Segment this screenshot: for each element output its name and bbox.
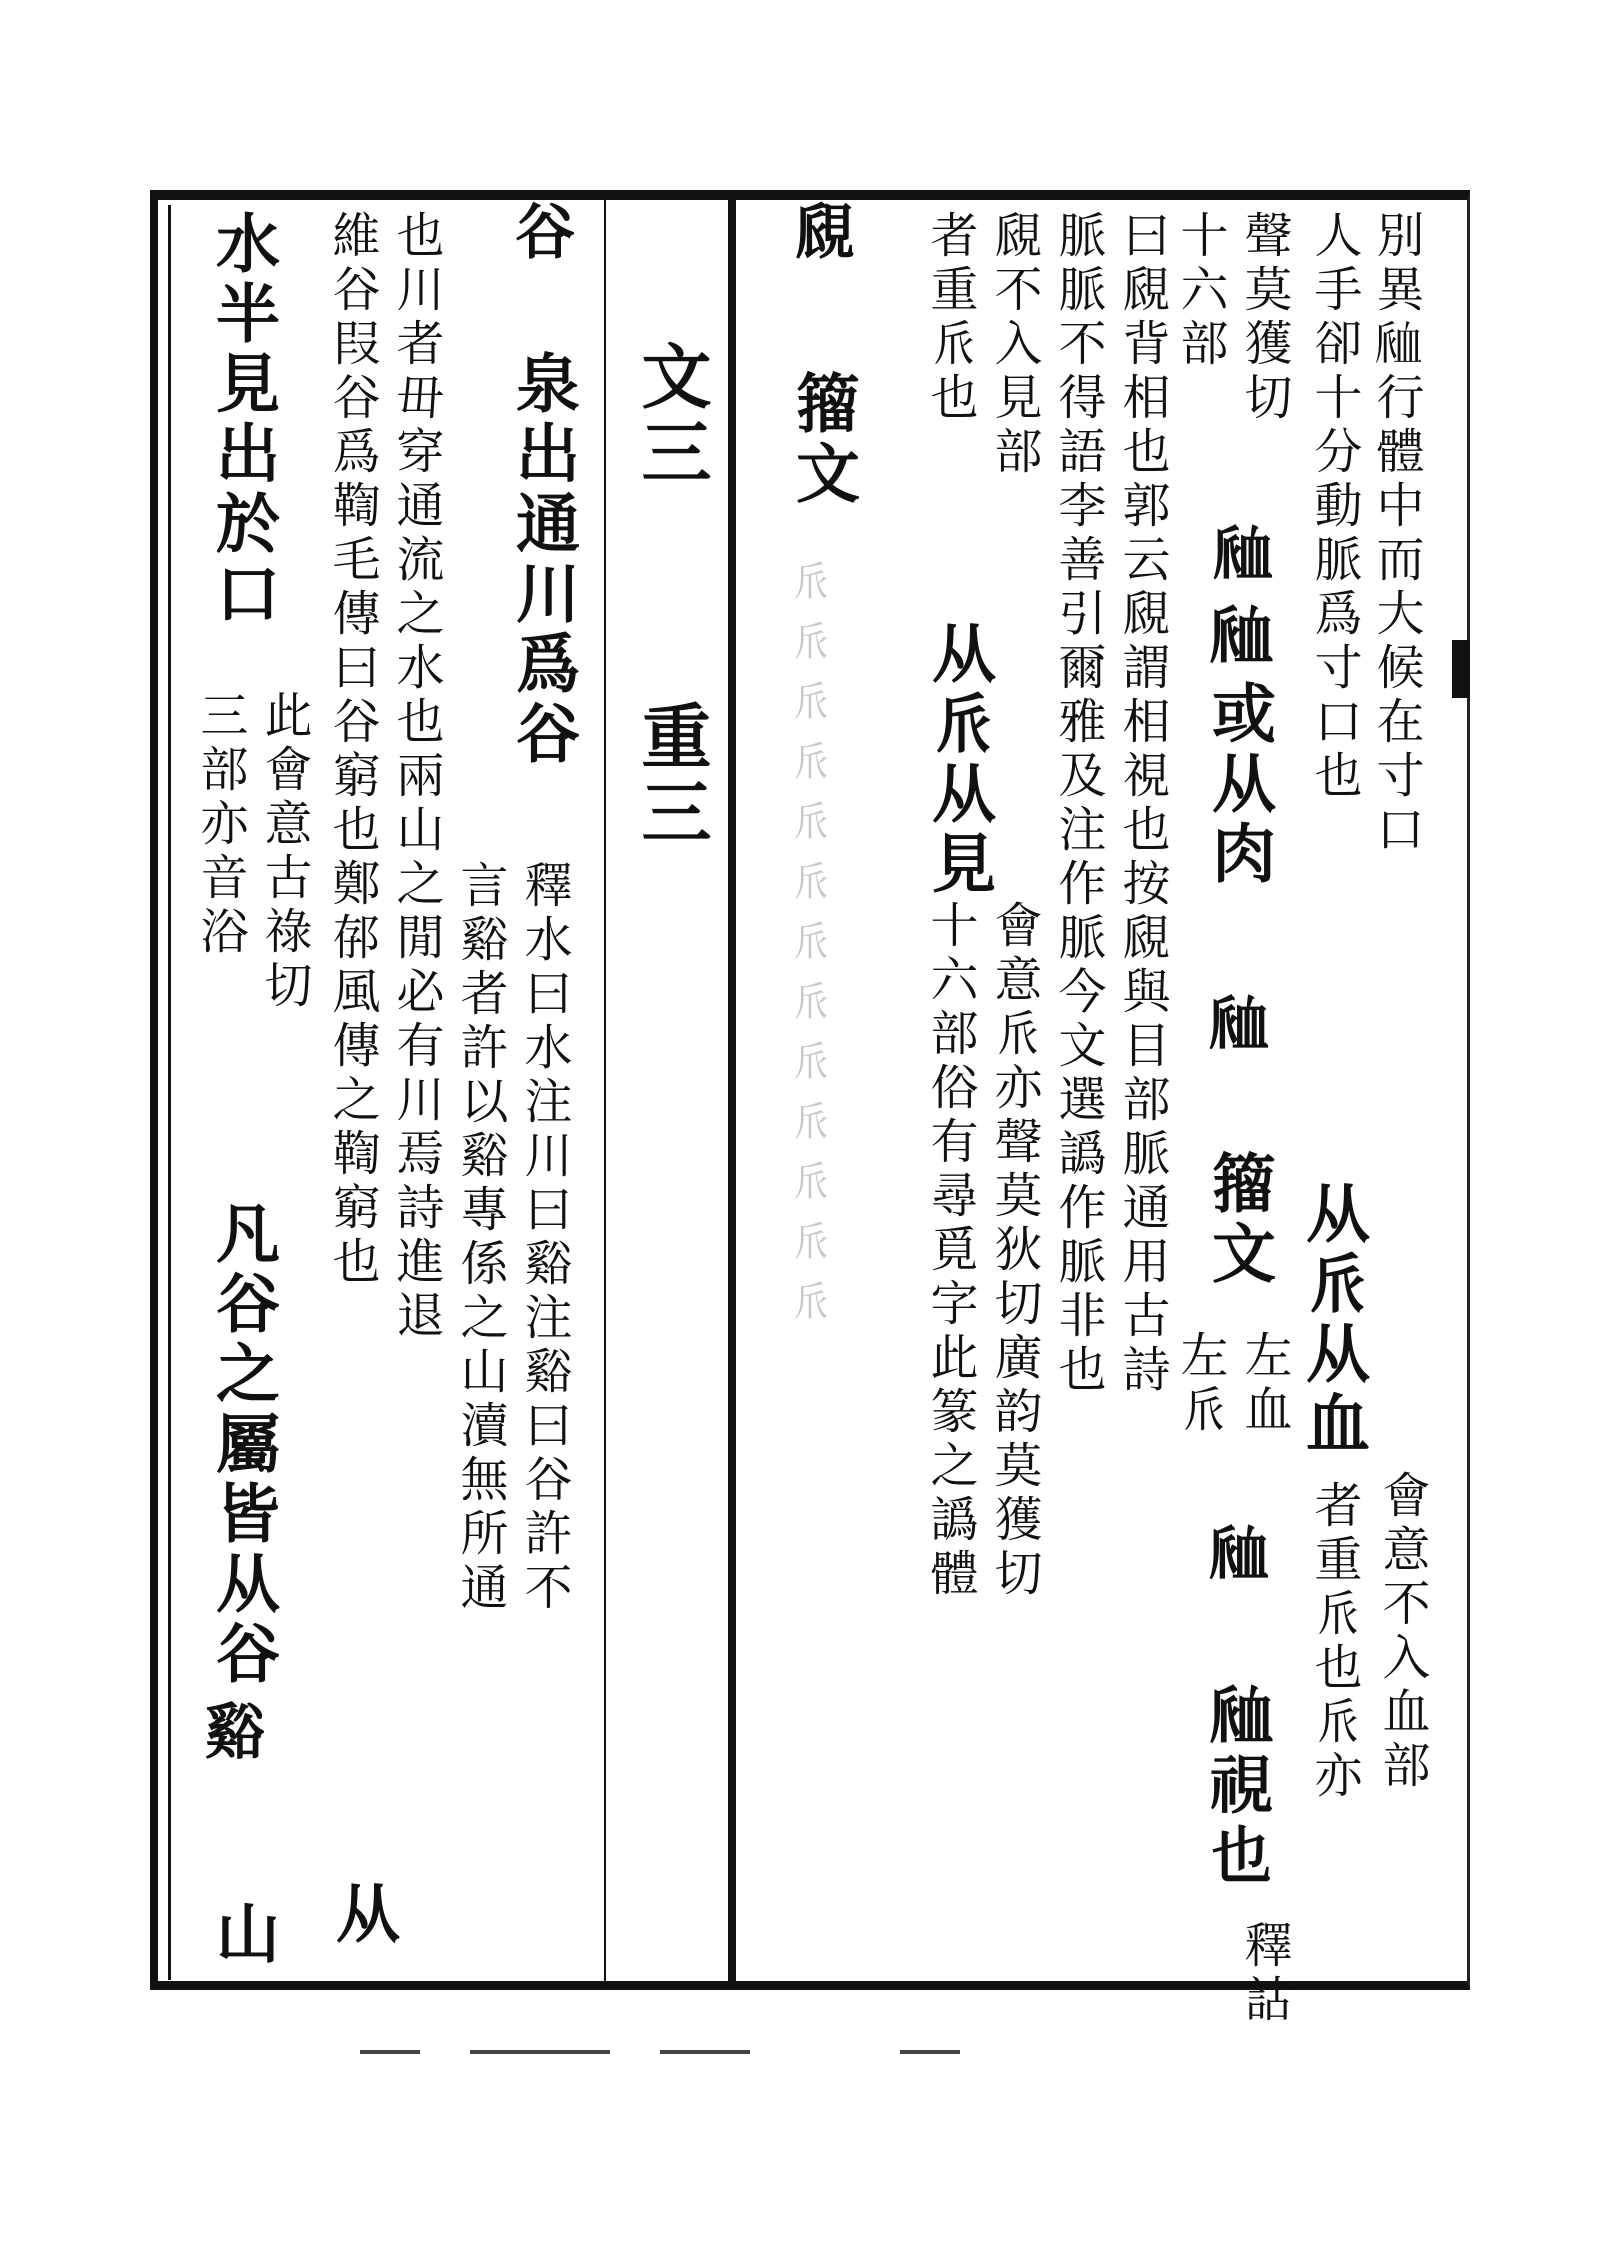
character-count: 文三 (630, 340, 713, 492)
headword-left-3b: 从 (325, 1880, 400, 1950)
edge-tab-mark (1452, 640, 1470, 698)
text-column-3f: 左血 (1236, 1330, 1292, 1438)
variant-count: 重三 (630, 700, 713, 852)
text-column-3g: 左𠂢 (1172, 1330, 1228, 1438)
headword-left-5: 水半見出於口 (205, 210, 280, 630)
text-left-5c: 三部亦音浴 (192, 690, 248, 960)
text-left-5b: 此會意古祿切 (256, 690, 312, 1014)
headword-column-1b: 从𠂢从血 (1295, 1180, 1370, 1460)
seal-glyph-1: 𧖴 (1205, 520, 1275, 582)
text-column-4: 曰覛背相也郭云覛謂相視也按覛與目部脈通用古詩 (1114, 210, 1170, 1398)
text-column-6: 覛不入見部 (986, 210, 1042, 480)
headword-left-1: 泉出通川爲谷 (505, 350, 580, 770)
headword-column-3e: 籀文 (1201, 1150, 1276, 1290)
text-column-3b: 十六部 (1172, 210, 1228, 372)
ink-speck (360, 2050, 420, 2054)
text-column-2: 人手卻十分動脈爲寸口也 (1306, 210, 1362, 804)
ink-speck (470, 2050, 610, 2054)
text-left-1b: 釋水曰水注川曰谿注谿曰谷許不 (516, 860, 572, 1616)
text-left-2: 言谿者許以谿專係之山瀆無所通 (452, 860, 508, 1616)
headword-column-3h: 𧖴視也 (1201, 1680, 1276, 1890)
text-column-3i: 釋詁 (1236, 1920, 1292, 2028)
bleed-through-text: 𠂢𠂢𠂢𠂢𠂢𠂢𠂢𠂢𠂢𠂢𠂢𠂢𠂢 (785, 560, 831, 1340)
headword-left-6: 凡谷之屬皆从谷 (205, 1200, 280, 1690)
inner-border-rule (168, 205, 171, 1980)
text-column-7b: 會意𠂢亦聲莫狄切廣韵莫獲切 (986, 900, 1042, 1602)
seal-glyph-3: 𧖴 (1201, 1520, 1271, 1582)
text-column-3: 聲莫獲切 (1236, 210, 1292, 426)
headword-3c: 𧖴 (1201, 600, 1276, 670)
headword-column-7: 从𠂢从見 (921, 620, 996, 900)
seal-glyph-6: 谿 (195, 1700, 265, 1762)
text-column-2b: 者重𠂢也𠂢亦 (1306, 1480, 1362, 1804)
ink-speck (900, 2050, 960, 2054)
summary-divider (604, 195, 606, 1985)
text-left-3: 也川者毌穿通流之水也兩山之閒必有川焉詩進退 (388, 210, 444, 1344)
headword-column-8: 籀文 (785, 370, 860, 510)
ink-speck (660, 2050, 750, 2054)
seal-glyph-5: 谷 (505, 200, 575, 262)
text-column-6b: 者重𠂢也 (922, 210, 978, 426)
text-column-5: 脈脈不得語李善引爾雅及注作脈今文選譌作脈非也 (1050, 210, 1106, 1398)
text-column-1: 別異𧖴行體中而大候在寸口 (1368, 210, 1424, 858)
headword-column-3d: 或从肉 (1201, 680, 1276, 890)
headword-left-6b: 山 (205, 1900, 280, 1970)
seal-glyph-2: 𧖴 (1201, 990, 1271, 1052)
text-left-4: 維谷叚谷爲鞫毛傳曰谷窮也鄭𨚲風傳之鞫窮也 (324, 210, 380, 1290)
text-column-7c: 十六部俗有尋覓字此篆之譌體 (922, 900, 978, 1602)
text-column-1c: 會意不入血部 (1374, 1470, 1430, 1794)
section-divider (728, 195, 736, 1985)
seal-glyph-4: 覛 (785, 200, 855, 262)
